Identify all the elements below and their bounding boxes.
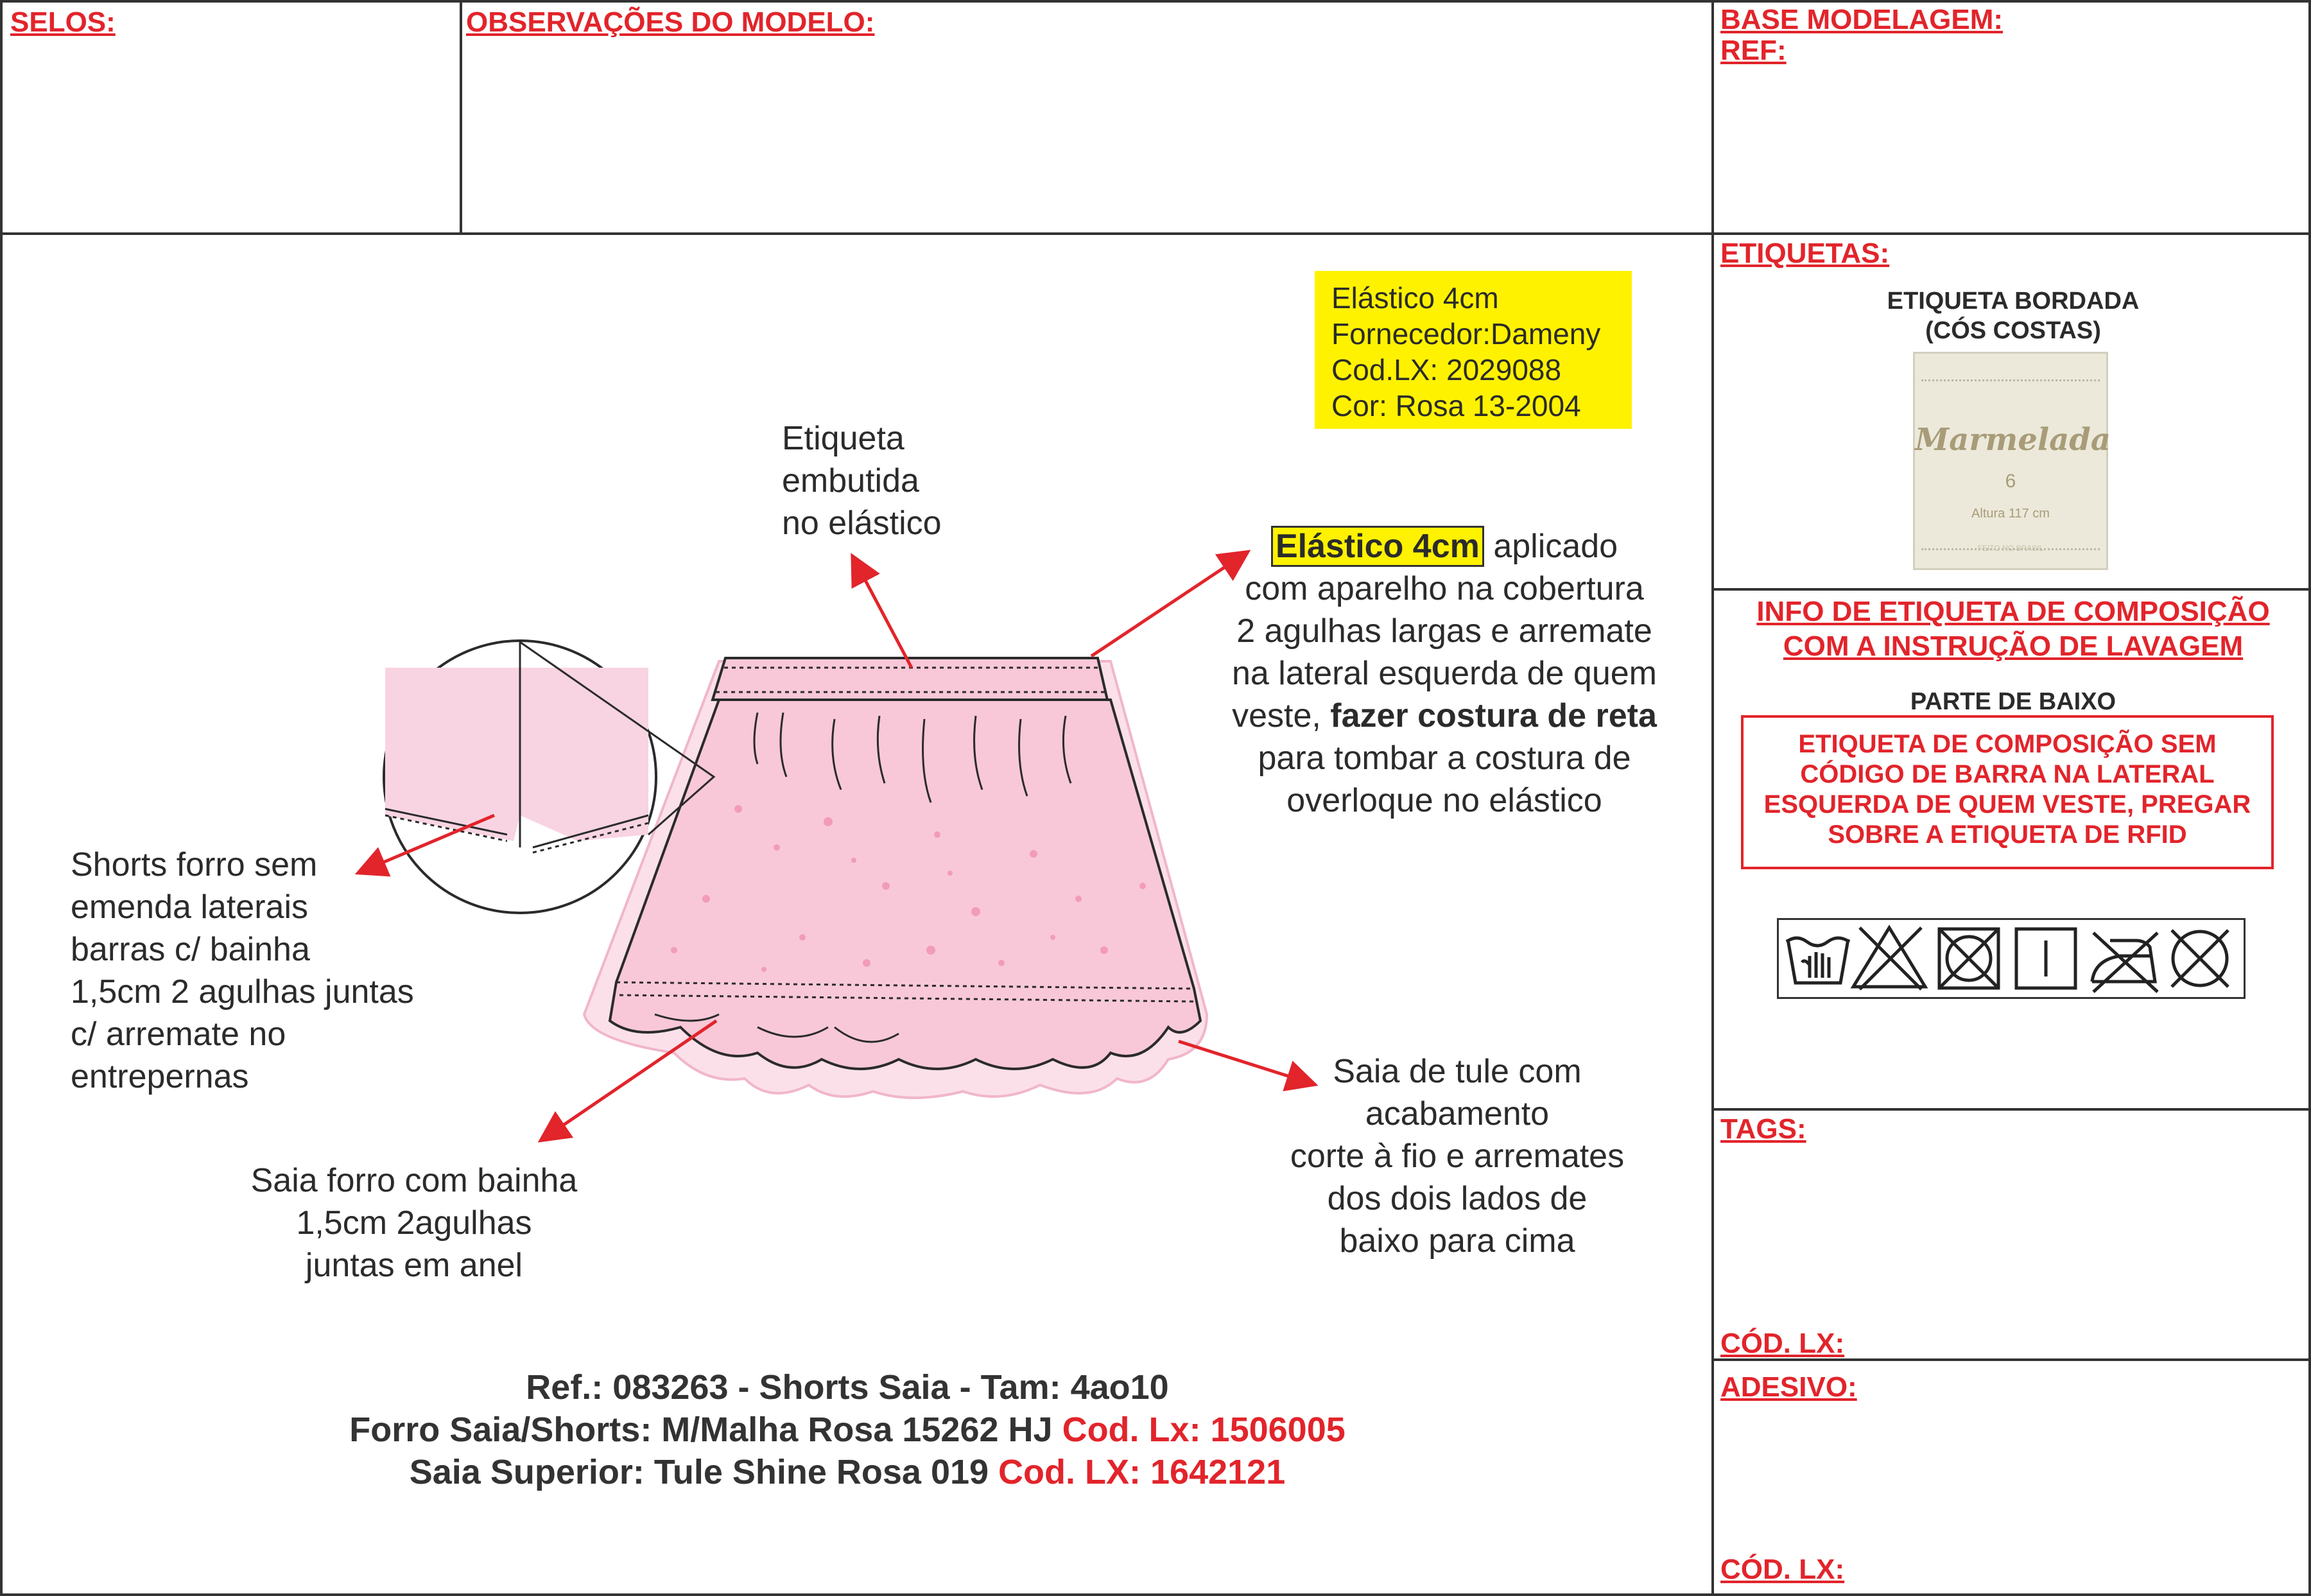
forro-fabric-code: Cod. Lx: 1506005 <box>1062 1410 1346 1449</box>
woven-label-image <box>1913 352 2111 570</box>
info-etiqueta-title <box>1718 594 2308 664</box>
ref-line: Ref.: 083263 - Shorts Saia - Tam: 4ao10 <box>526 1368 1169 1407</box>
etiqueta-bordada-line2: (CÓS COSTAS) <box>1925 317 2101 344</box>
adesivo-title: ADESIVO: <box>1720 1371 1857 1403</box>
elastico-line-1-rest: aplicado <box>1484 528 1618 565</box>
tule-line-2: acabamento <box>1365 1095 1550 1132</box>
label-height: Altura 117 cm <box>1971 507 2050 521</box>
elastico-line-7: overloque no elástico <box>1286 782 1602 819</box>
label-size: 6 <box>2005 471 2016 492</box>
forro-fabric-text: Forro Saia/Shorts: M/Malha Rosa 15262 HJ <box>349 1410 1062 1449</box>
etiqueta-note-line-2: embutida <box>782 462 919 499</box>
supplier-line-4: Cor: Rosa 13-2004 <box>1331 389 1581 422</box>
elastico-line-1 <box>1181 525 1708 568</box>
supplier-line-2: Fornecedor:Dameny <box>1331 317 1601 351</box>
line-dry-icon <box>2016 929 2075 988</box>
tule-line-3: corte à fio e arremates <box>1290 1138 1625 1175</box>
lining-skirt <box>610 700 1200 1069</box>
etiqueta-note-line-1: Etiqueta <box>782 420 904 457</box>
shorts-line-2: emenda laterais <box>71 889 308 926</box>
forro-line-2: 1,5cm 2agulhas <box>296 1204 532 1242</box>
elastico-line-4: na lateral esquerda de quem <box>1231 655 1657 692</box>
sidebar-sep-1 <box>1711 232 2311 235</box>
shorts-line-5: c/ arremate no <box>71 1016 286 1053</box>
tule-note <box>1252 1050 1663 1262</box>
forro-fabric-line <box>193 1409 1502 1451</box>
cod-lx-tags: CÓD. LX: <box>1720 1328 1845 1359</box>
shorts-line-1: Shorts forro sem <box>71 846 318 883</box>
sidebar-sep-2 <box>1711 588 2311 591</box>
tags-title: TAGS: <box>1720 1113 1806 1145</box>
do-not-iron-icon <box>2092 933 2158 992</box>
shorts-line-4: 1,5cm 2 agulhas juntas <box>71 973 414 1011</box>
composicao-line-1: ETIQUETA DE COMPOSIÇÃO SEM <box>1798 730 2217 758</box>
shorts-line-3: barras c/ bainha <box>71 931 310 968</box>
base-modelagem-label: BASE MODELAGEM: <box>1720 4 2003 35</box>
elastico-line-5-b: fazer costura de reta <box>1330 697 1657 734</box>
parte-de-baixo: PARTE DE BAIXO <box>1910 688 2116 715</box>
composicao-box <box>1741 715 2274 869</box>
etiqueta-bordada-title <box>1776 286 2251 345</box>
elastico-note <box>1181 525 1708 822</box>
etiqueta-embutida-note <box>782 417 942 544</box>
elastico-line-6: para tombar a costura de <box>1258 740 1631 777</box>
info-title-line1: INFO DE ETIQUETA DE COMPOSIÇÃO <box>1756 596 2270 627</box>
etiqueta-bordada-line1: ETIQUETA BORDADA <box>1887 288 2140 315</box>
composicao-line-4: SOBRE A ETIQUETA DE RFID <box>1828 820 2187 849</box>
etiqueta-note-line-3: no elástico <box>782 505 942 542</box>
info-title-line2: COM A INSTRUÇÃO DE LAVAGEM <box>1783 630 2244 662</box>
care-symbols-strip <box>1777 918 2246 999</box>
elastico-highlight: Elástico 4cm <box>1271 526 1484 567</box>
label-stitch <box>1921 379 2100 550</box>
superior-fabric-text: Saia Superior: Tule Shine Rosa 019 <box>409 1453 999 1491</box>
do-not-tumble-dry-icon <box>1939 929 1998 988</box>
composicao-line-2: CÓDIGO DE BARRA NA LATERAL <box>1800 760 2215 788</box>
supplier-line-3: Cod.LX: 2029088 <box>1331 353 1562 386</box>
do-not-dry-clean-icon <box>2172 930 2228 987</box>
tule-line-1: Saia de tule com <box>1333 1053 1582 1090</box>
forro-note <box>205 1159 623 1287</box>
tule-line-5: baixo para cima <box>1339 1222 1575 1260</box>
elastico-line-3: 2 agulhas largas e arremate <box>1236 612 1652 650</box>
superior-fabric-code: Cod. LX: 1642121 <box>998 1453 1286 1491</box>
elastico-line-2: com aparelho na cobertura <box>1245 570 1644 607</box>
label-brand: Marmelada <box>1915 422 2111 458</box>
composicao-line-3: ESQUERDA DE QUEM VESTE, PREGAR <box>1763 790 2251 819</box>
elastico-line-5-a: veste, <box>1232 697 1331 734</box>
observacoes-label: OBSERVAÇÕES DO MODELO: <box>466 6 875 38</box>
reference-block <box>193 1366 1502 1493</box>
etiquetas-title: ETIQUETAS: <box>1720 238 1890 269</box>
do-not-bleach-icon <box>1853 928 1925 989</box>
superior-fabric-line <box>193 1451 1502 1493</box>
forro-line-3: juntas em anel <box>305 1247 523 1284</box>
selos-label: SELOS: <box>10 6 116 38</box>
care-symbols-svg <box>1779 920 2244 997</box>
ref-label: REF: <box>1720 35 1787 66</box>
shorts-note <box>71 844 414 1098</box>
supplier-line-1: Elástico 4cm <box>1331 281 1499 315</box>
sidebar-sep-3 <box>1711 1108 2311 1111</box>
label-origin: FEITO NO BRASIL <box>1977 544 2044 553</box>
cod-lx-adesivo: CÓD. LX: <box>1720 1554 1845 1585</box>
shorts-line-6: entrepernas <box>71 1058 249 1095</box>
elastico-line-5 <box>1181 695 1708 737</box>
tule-line-4: dos dois lados de <box>1327 1180 1588 1217</box>
hand-wash-icon <box>1787 938 1849 983</box>
forro-line-1: Saia forro com bainha <box>250 1162 578 1199</box>
